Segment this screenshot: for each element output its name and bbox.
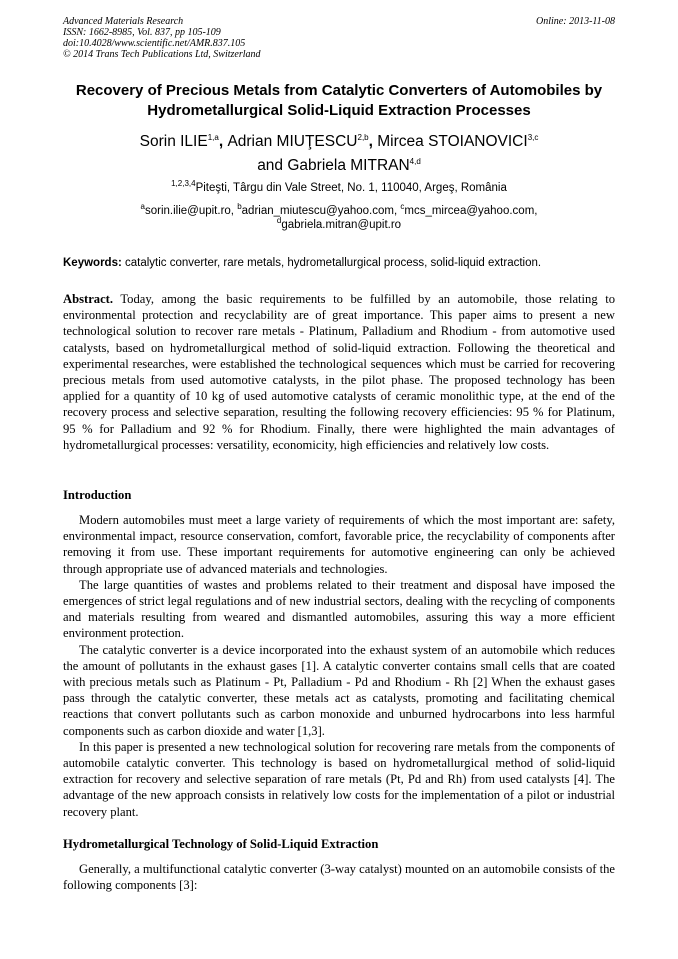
author-name: Sorin ILIE bbox=[139, 133, 208, 150]
author-sup: 2,b bbox=[357, 132, 369, 142]
copyright: © 2014 Trans Tech Publications Ltd, Switzerland bbox=[63, 49, 261, 60]
author-name: Mircea STOIANOVICI bbox=[377, 133, 528, 150]
email-sup: b bbox=[237, 202, 242, 212]
email-sup: c bbox=[400, 202, 405, 212]
affiliation-sup: 1,2,3,4 bbox=[171, 179, 196, 189]
author-list bbox=[30, 130, 648, 178]
journal-name: Advanced Materials Research bbox=[63, 16, 184, 27]
email-link[interactable]: sorin.ilie@upit.ro, bbox=[144, 205, 238, 217]
email-link[interactable]: gabriela.mitran@upit.ro bbox=[281, 219, 402, 231]
abstract-text: Today, among the basic requirements to be fulfilled by an automobile, those relating to environmental protection and recyclability are of great importance. This paper aims to present a new technological solution to recover rare metals - Platinum, Palladium and Rhodium - from automotive used catalysts, based on hydrometallurgical method of solid-liquid extraction. Following the theoretical and experimental researches, were established the technological sequences which must be carried for recovering precious metals from used automotive catalysts, in the pilot phase. The proposed technology has been applied for a quantity of 10 kg of used automotive catalysts of ceramic monolithic type, at the end of the recovery process and selective separation, resulting the following recovery efficiencies: 95 % for Platinum, 95 % for Palladium and 92 % for Rhodium. Finally, there were highlighted the main advantages of hydrometallurgical processes: versatility, economicity, high efficiencies and relatively low costs. bbox=[63, 292, 615, 452]
keywords bbox=[63, 256, 623, 270]
affiliation-text: Piteşti, Târgu din Vale Street, No. 1, 110040, Argeş, România bbox=[195, 182, 507, 194]
issn: ISSN: 1662-8985, Vol. 837, pp 105-109 bbox=[63, 27, 221, 38]
abstract bbox=[63, 291, 615, 453]
paragraph: The catalytic converter is a device incorporated into the exhaust system of an automobile which reduces the amount of pollutants in the exhaust gases [1]. A catalytic converter contains small cells that are coated with precious metals such as Platinum - Pt, Palladium - Pd and Rhodium - Rh [2] When the exhaust gases pass through the catalytic converter, these metals act as catalysts, promoting and facilitating chemical reactions that convert pollutants such as carbon monoxide and unburned hydrocarbons into less harmful components such as carbon dioxide and water [1,3]. bbox=[63, 642, 615, 738]
author-separator: , bbox=[218, 133, 228, 150]
section-body bbox=[63, 861, 615, 893]
author-name: Gabriela MITRAN bbox=[287, 157, 410, 174]
author-sup: 4,d bbox=[409, 156, 421, 166]
paper-title: Recovery of Precious Metals from Catalytic Converters of Automobiles by Hydrometallurgical Solid-Liquid Extraction Processes bbox=[75, 82, 603, 119]
section-heading: Hydrometallurgical Technology of Solid-Liquid Extraction bbox=[63, 837, 379, 851]
keywords-text: catalytic converter, rare metals, hydrometallurgical process, solid-liquid extraction. bbox=[121, 257, 542, 269]
email-sup: d bbox=[276, 216, 282, 226]
paragraph: Modern automobiles must meet a large variety of requirements of which the most important are: safety, environmental impact, resource conservation, comfort, favorable price, the recyclability of components after removing it from use. These important requirements for automotive engineering can only be achieved through appropriate use of advanced materials and technologies. bbox=[63, 513, 615, 576]
introduction-body bbox=[63, 512, 615, 820]
keywords-label: Keywords: bbox=[63, 257, 122, 269]
email-link[interactable]: mcs_mircea@yahoo.com, bbox=[404, 205, 538, 217]
email-link[interactable]: adrian_miutescu@yahoo.com, bbox=[241, 205, 401, 217]
affiliation bbox=[30, 181, 648, 195]
paragraph: The large quantities of wastes and problems related to their treatment and disposal have imposed the emergences of strict legal regulations and of new industrial sectors, dealing with the recycling of components and materials resulting from weared and dismantled automobiles, assuring this way a more efficient environment protection. bbox=[63, 577, 615, 641]
email-list bbox=[60, 204, 618, 232]
email-sup: a bbox=[140, 202, 145, 212]
author-sup: 3,c bbox=[527, 132, 539, 142]
author-and: and bbox=[257, 157, 288, 174]
paragraph: In this paper is presented a new technological solution for recovering rare metals from the components of automobile catalytic converter. This technology is based on hydrometallurgical method of solid-liquid extraction for recovery and selective separation of rare metals (Pt, Pd and Rh) from used catalysts [4]. The advantage of the new approach consists in relatively low costs for the implementation of a pilot or industrial recovery plant. bbox=[63, 739, 615, 819]
introduction-heading: Introduction bbox=[63, 488, 132, 502]
doi: doi:10.4028/www.scientific.net/AMR.837.105 bbox=[63, 38, 246, 49]
journal-header bbox=[63, 16, 615, 60]
online-date: Online: 2013-11-08 bbox=[536, 16, 615, 27]
author-name: Adrian MIUŢESCU bbox=[227, 133, 358, 150]
paragraph: Generally, a multifunctional catalytic converter (3-way catalyst) mounted on an automobile consists of the following components [3]: bbox=[63, 862, 615, 893]
author-sup: 1,a bbox=[207, 132, 219, 142]
abstract-label: Abstract. bbox=[63, 292, 114, 306]
author-separator: , bbox=[368, 133, 378, 150]
